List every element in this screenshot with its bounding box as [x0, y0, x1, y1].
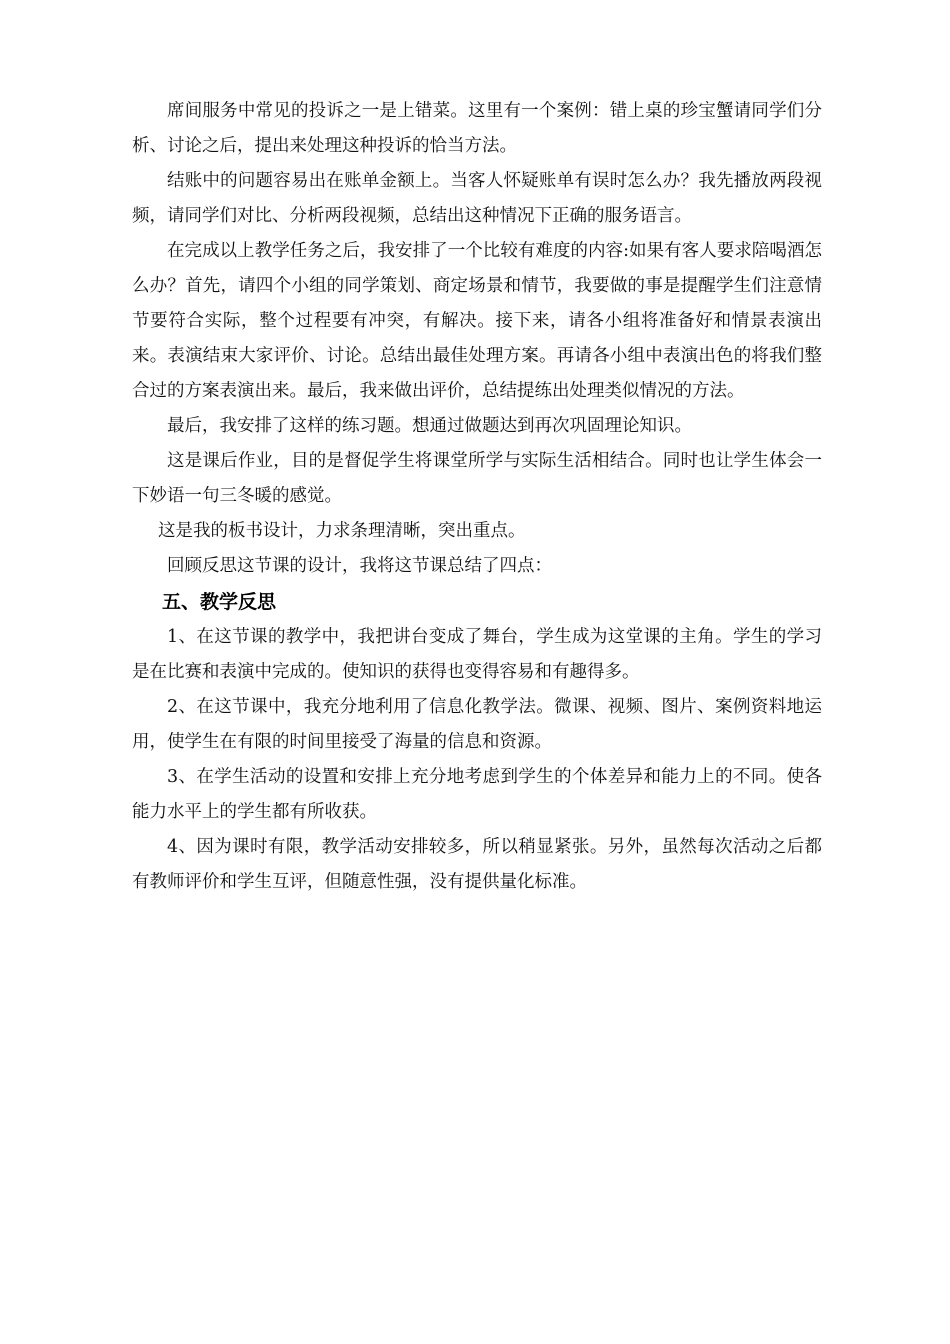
paragraph-review-intro: 回顾反思这节课的设计，我将这节课总结了四点： [167, 556, 552, 576]
paragraph-exercises: 最后，我安排了这样的练习题。想通过做题达到再次巩固理论知识。 [167, 416, 692, 436]
reflection-item-3: 3、在学生活动的设置和安排上充分地考虑到学生的个体差异和能力上的不同。使各能力水平上的学生都有所收获。 [132, 767, 822, 822]
reflection-item-1: 1、在这节课的教学中，我把讲台变成了舞台，学生成为这堂课的主角。学生的学习是在比赛和表演中完成的。使知识的获得也变得容易和有趣得多。 [132, 627, 822, 682]
section-heading-teaching-reflection: 五、教学反思 [162, 591, 277, 613]
paragraph-blackboard-design: 这是我的板书设计，力求条理清晰，突出重点。 [158, 521, 526, 541]
reflection-item-4: 4、因为课时有限，教学活动安排较多，所以稍显紧张。另外，虽然每次活动之后都有教师评价和学生互评，但随意性强，没有提供量化标准。 [132, 837, 822, 892]
paragraph-bill-issue: 结账中的问题容易出在账单金额上。当客人怀疑账单有误时怎么办？我先播放两段视频，请同学们对比、分析两段视频，总结出这种情况下正确的服务语言。 [132, 171, 822, 226]
reflection-item-2: 2、在这节课中，我充分地利用了信息化教学法。微课、视频、图片、案例资料地运用，使学生在有限的时间里接受了海量的信息和资源。 [132, 697, 822, 752]
paragraph-wrong-dish-complaint: 席间服务中常见的投诉之一是上错菜。这里有一个案例：错上桌的珍宝蟹请同学们分析、讨论之后，提出来处理这种投诉的恰当方法。 [132, 101, 822, 156]
document-body [132, 94, 822, 900]
paragraph-homework: 这是课后作业，目的是督促学生将课堂所学与实际生活相结合。同时也让学生体会一下妙语一句三冬暖的感觉。 [132, 451, 822, 506]
paragraph-drinking-request-roleplay: 在完成以上教学任务之后，我安排了一个比较有难度的内容:如果有客人要求陪喝酒怎么办？首先，请四个小组的同学策划、商定场景和情节，我要做的事是提醒学生们注意情节要符合实际，整个过程要有冲突，有解决。接下来，请各小组将准备好和情景表演出来。表演结束大家评价、讨论。总结出最佳处理方案。再请各小组中表演出色的将我们整合过的方案表演出来。最后，我来做出评价，总结提练出处理类似情况的方法。 [132, 241, 822, 401]
